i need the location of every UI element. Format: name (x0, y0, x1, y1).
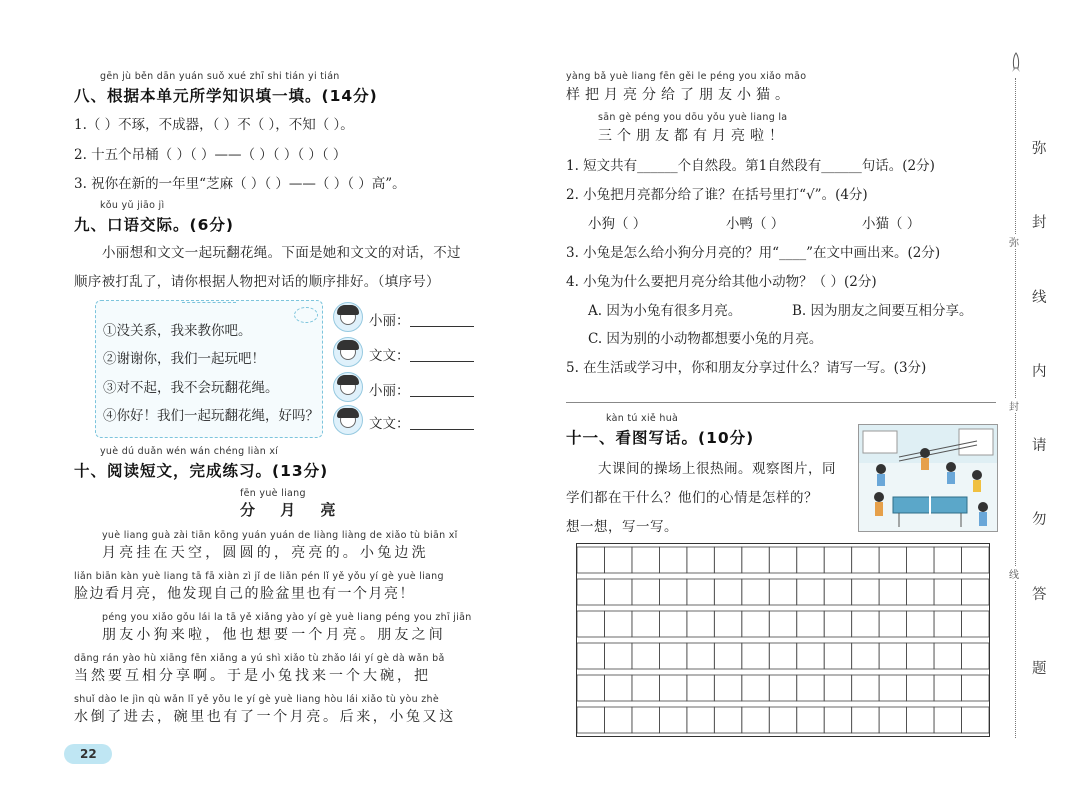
grid-cell[interactable] (907, 579, 934, 605)
writing-grid-lines (577, 544, 989, 736)
sec9-intro-2: 顺序被打乱了，请你根据人物把对话的顺序排好。（填序号） (74, 274, 440, 290)
story-row-7: 三个朋友都有月亮啦！ (598, 128, 788, 144)
dialogue-line-2: ②谢谢你，我们一起玩吧！ (103, 351, 265, 367)
grid-cell[interactable] (659, 579, 686, 605)
grid-cell[interactable] (714, 579, 741, 605)
grid-cell[interactable] (824, 675, 851, 701)
side-small-2: 封 (1009, 398, 1019, 413)
order-blank-3[interactable] (410, 384, 474, 397)
grid-cell[interactable] (742, 547, 769, 573)
grid-cell[interactable] (742, 675, 769, 701)
story-row-4-pinyin: dāng rán yào hù xiāng fēn xiǎng a yú shì xiǎo tù zhǎo lái yí gè dà wǎn bǎ (74, 653, 445, 664)
speech-bubble-icon (294, 307, 318, 323)
grid-cell[interactable] (577, 675, 604, 701)
grid-cell[interactable] (824, 611, 851, 637)
order-blank-2[interactable] (410, 349, 474, 362)
grid-cell[interactable] (879, 707, 906, 733)
grid-cell[interactable] (797, 611, 824, 637)
grid-cell[interactable] (632, 547, 659, 573)
sec8-q3: 3. 祝你在新的一年里“芝麻（ ）（ ）——（ ）（ ）高”。 (74, 176, 406, 192)
dialogue-line-3: ③对不起，我不会玩翻花绳。 (103, 380, 279, 396)
grid-cell[interactable] (824, 547, 851, 573)
speaker-1-label: 小丽： (369, 313, 410, 329)
grid-cell[interactable] (852, 675, 879, 701)
reading-q5: 5. 在生活或学习中，你和朋友分享过什么？请写一写。(3分) (566, 360, 927, 376)
grid-cell[interactable] (962, 643, 989, 669)
side-char-8: 题 (1032, 661, 1047, 677)
speaker-4-label: 文文： (369, 416, 410, 432)
grid-cell[interactable] (714, 707, 741, 733)
grid-cell[interactable] (962, 579, 989, 605)
grid-cell[interactable] (632, 675, 659, 701)
side-char-1: 弥 (1032, 141, 1047, 157)
rocket-icon (1011, 52, 1021, 74)
girl-avatar-icon (333, 405, 363, 435)
speaker-2 (369, 344, 474, 364)
grid-cell[interactable] (604, 675, 631, 701)
sec9-intro-1: 小丽想和文文一起玩翻花绳。下面是她和文文的对话，不过 (102, 245, 461, 261)
dialogue-box (95, 300, 323, 438)
speaker-2-label: 文文： (369, 348, 410, 364)
playground-scene (859, 425, 997, 531)
story-row-2-pinyin: liǎn biān kàn yuè liang tā fā xiàn zì jǐ de liǎn pén lǐ yě yǒu yí gè yuè liang (74, 571, 444, 582)
grid-cell[interactable] (714, 611, 741, 637)
order-blank-4[interactable] (410, 417, 474, 430)
speaker-3-label: 小丽： (369, 383, 410, 399)
story-row-3-pinyin: péng you xiǎo gǒu lái la tā yě xiǎng yào yí gè yuè liang péng you zhī jiān (102, 612, 472, 623)
reading-q1: 1. 短文共有______个自然段。第1自然段有______句话。(2分) (566, 158, 935, 174)
grid-cell[interactable] (769, 579, 796, 605)
playground-illustration (858, 424, 998, 532)
grid-cell[interactable] (934, 643, 961, 669)
reading-q4-option-c[interactable]: C. 因为别的小动物都想要小兔的月亮。 (588, 331, 823, 347)
grid-cell[interactable] (852, 611, 879, 637)
grid-cell[interactable] (604, 579, 631, 605)
girl-avatar-icon (333, 302, 363, 332)
grid-cell[interactable] (604, 611, 631, 637)
grid-cell[interactable] (852, 547, 879, 573)
story-row-4: 当然要互相分享啊。于是小兔找来一个大碗，把 (74, 668, 431, 684)
side-small-1: 弥 (1009, 234, 1019, 249)
grid-cell[interactable] (659, 547, 686, 573)
grid-cell[interactable] (687, 675, 714, 701)
story-row-2: 脸边看月亮，他发现自己的脸盆里也有一个月亮！ (74, 586, 415, 602)
grid-cell[interactable] (632, 611, 659, 637)
speaker-1 (369, 309, 474, 329)
grid-cell[interactable] (934, 707, 961, 733)
story-row-5: 水倒了进去，碗里也有了一个月亮。后来，小兔又这 (74, 709, 456, 725)
side-small-3: 线 (1009, 566, 1019, 581)
grid-cell[interactable] (742, 643, 769, 669)
girl-avatar-icon (333, 372, 363, 402)
reading-q2: 2. 小兔把月亮都分给了谁？在括号里打“√”。(4分) (566, 187, 868, 203)
sec8-title: 八、根据本单元所学知识填一填。(14分) (74, 87, 378, 105)
grid-cell[interactable] (824, 579, 851, 605)
grid-cell[interactable] (577, 611, 604, 637)
side-char-6: 勿 (1032, 512, 1047, 528)
grid-cell[interactable] (907, 611, 934, 637)
grid-cell[interactable] (934, 579, 961, 605)
grid-cell[interactable] (907, 707, 934, 733)
grid-cell[interactable] (742, 707, 769, 733)
grid-cell[interactable] (714, 675, 741, 701)
grid-cell[interactable] (797, 579, 824, 605)
grid-cell[interactable] (797, 643, 824, 669)
grid-cell[interactable] (632, 579, 659, 605)
sec11-title: 十一、看图写话。(10分) (566, 429, 755, 447)
story-row-1-pinyin: yuè liang guà zài tiān kōng yuán yuán de liàng liàng de xiǎo tù biān xǐ (102, 530, 458, 541)
reading-q2-option-duck[interactable]: 小鸭（ ） (726, 216, 785, 232)
grid-cell[interactable] (879, 611, 906, 637)
grid-cell[interactable] (577, 707, 604, 733)
side-char-4: 内 (1032, 364, 1047, 380)
grid-cell[interactable] (577, 643, 604, 669)
grid-cell[interactable] (824, 643, 851, 669)
grid-cell[interactable] (907, 547, 934, 573)
reading-q4-option-a[interactable]: A. 因为小兔有很多月亮。 (588, 303, 742, 319)
grid-cell[interactable] (659, 707, 686, 733)
grid-cell[interactable] (687, 707, 714, 733)
dialogue-line-4: ④你好！我们一起玩翻花绳，好吗？ (103, 408, 319, 424)
grid-cell[interactable] (604, 547, 631, 573)
grid-cell[interactable] (577, 547, 604, 573)
grid-cell[interactable] (687, 611, 714, 637)
side-char-7: 答 (1032, 587, 1047, 603)
grid-cell[interactable] (687, 547, 714, 573)
grid-cell[interactable] (632, 643, 659, 669)
reading-q2-option-cat[interactable]: 小猫（ ） (862, 216, 921, 232)
girl-avatar-icon (333, 337, 363, 367)
story-row-1: 月亮挂在天空，圆圆的，亮亮的。小兔边洗 (102, 545, 429, 561)
story-title: 分 月 亮 (240, 501, 346, 519)
writing-grid[interactable] (576, 543, 990, 737)
grid-cell[interactable] (824, 707, 851, 733)
side-char-5: 请 (1032, 438, 1047, 454)
dialogue-line-1: ①没关系，我来教你吧。 (103, 323, 252, 339)
grid-cell[interactable] (714, 643, 741, 669)
sec9-pinyin: kǒu yǔ jiāo jì (100, 200, 165, 211)
grid-cell[interactable] (852, 643, 879, 669)
grid-cell[interactable] (687, 643, 714, 669)
grid-cell[interactable] (604, 707, 631, 733)
grid-cell[interactable] (769, 643, 796, 669)
side-char-2: 封 (1032, 215, 1047, 231)
dialogue-box-clip (182, 302, 236, 306)
grid-cell[interactable] (962, 611, 989, 637)
grid-cell[interactable] (934, 611, 961, 637)
grid-cell[interactable] (742, 579, 769, 605)
sec8-q1: 1.（ ）不琢，不成器，（ ）不（ ），不知（ ）。 (74, 117, 354, 133)
grid-cell[interactable] (604, 643, 631, 669)
reading-q4-option-b[interactable]: B. 因为朋友之间要互相分享。 (792, 303, 973, 319)
sec8-q2: 2. 十五个吊桶（ ）（ ）——（ ）（ ）（ ）（ ） (74, 147, 347, 163)
story-row-3: 朋友小狗来啦，他也想要一个月亮。朋友之间 (102, 627, 446, 643)
grid-cell[interactable] (632, 707, 659, 733)
grid-cell[interactable] (879, 547, 906, 573)
grid-cell[interactable] (852, 579, 879, 605)
sec11-prompt-1: 大课间的操场上很热闹。观察图片，同 (598, 461, 836, 477)
grid-cell[interactable] (879, 675, 906, 701)
grid-cell[interactable] (659, 675, 686, 701)
grid-cell[interactable] (962, 707, 989, 733)
sec11-pinyin: kàn tú xiě huà (606, 413, 679, 424)
story-title-pinyin: fēn yuè liang (240, 488, 306, 499)
order-blank-1[interactable] (410, 314, 474, 327)
sec10-title: 十、阅读短文，完成练习。(13分) (74, 462, 329, 480)
side-char-3: 线 (1032, 290, 1047, 306)
grid-cell[interactable] (797, 675, 824, 701)
grid-cell[interactable] (769, 547, 796, 573)
grid-cell[interactable] (659, 611, 686, 637)
grid-cell[interactable] (852, 707, 879, 733)
grid-cell[interactable] (962, 675, 989, 701)
story-row-6-pinyin: yàng bǎ yuè liang fēn gěi le péng you xiǎo māo (566, 71, 807, 82)
story-row-7-pinyin: sān gè péng you dōu yǒu yuè liang la (598, 112, 788, 123)
grid-cell[interactable] (769, 707, 796, 733)
speaker-3 (369, 379, 474, 399)
page-number: 22 (80, 747, 97, 761)
sec11-prompt-3: 想一想，写一写。 (566, 519, 678, 535)
grid-cell[interactable] (577, 579, 604, 605)
grid-cell[interactable] (934, 675, 961, 701)
answer-divider (566, 402, 996, 403)
sec10-pinyin: yuè dú duǎn wén wán chéng liàn xí (100, 446, 279, 457)
story-row-6: 样把月亮分给了朋友小猫。 (566, 87, 794, 103)
grid-cell[interactable] (879, 643, 906, 669)
sec11-prompt-2: 学们都在干什么？他们的心情是怎样的？ (566, 490, 818, 506)
story-row-5-pinyin: shuǐ dào le jìn qù wǎn lǐ yě yǒu le yí gè yuè liang hòu lái xiǎo tù yòu zhè (74, 694, 439, 705)
reading-q3: 3. 小兔是怎么给小狗分月亮的？用“____”在文中画出来。(2分) (566, 245, 941, 261)
grid-cell[interactable] (714, 547, 741, 573)
grid-cell[interactable] (742, 611, 769, 637)
grid-cell[interactable] (907, 675, 934, 701)
grid-cell[interactable] (797, 707, 824, 733)
grid-cell[interactable] (687, 579, 714, 605)
grid-cell[interactable] (962, 547, 989, 573)
grid-cell[interactable] (879, 579, 906, 605)
grid-cell[interactable] (934, 547, 961, 573)
sec8-pinyin: gēn jù běn dān yuán suǒ xué zhī shi tián yi tián (100, 71, 340, 82)
grid-cell[interactable] (659, 643, 686, 669)
reading-q4: 4. 小兔为什么要把月亮分给其他小动物？（ ）(2分) (566, 274, 877, 290)
grid-cell[interactable] (797, 547, 824, 573)
grid-cell[interactable] (769, 611, 796, 637)
reading-q2-option-dog[interactable]: 小狗（ ） (588, 216, 647, 232)
grid-cell[interactable] (907, 643, 934, 669)
grid-cell[interactable] (769, 675, 796, 701)
sec9-title: 九、口语交际。(6分) (74, 216, 234, 234)
speaker-4 (369, 412, 474, 432)
